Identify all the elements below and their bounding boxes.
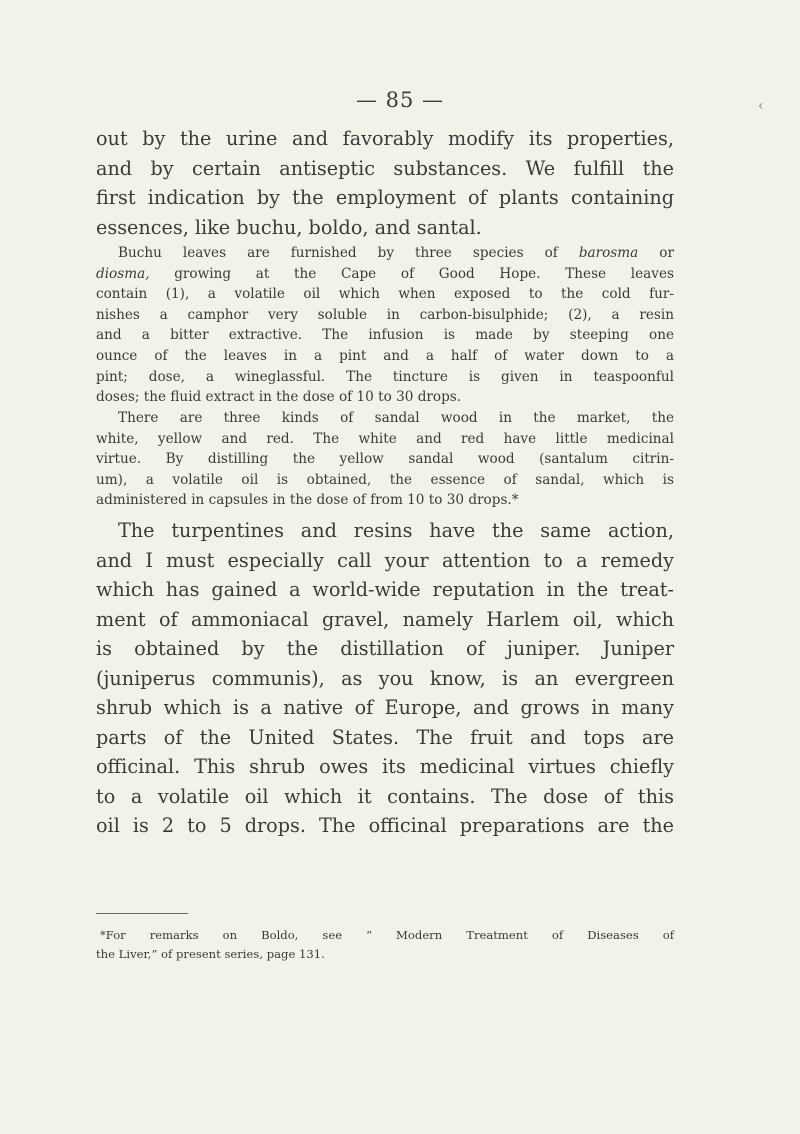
text-line: white, yellow and red. The white and red have little medicinal — [96, 430, 674, 447]
note-sandal — [96, 408, 674, 511]
text-line: essences, like buchu, boldo, and santal. — [96, 215, 482, 239]
text-run: or — [638, 245, 674, 261]
text-line: which has gained a world-wide reputation in the treat- — [96, 578, 674, 601]
text-line: doses; the fluid extract in the dose of 10 to 30 drops. — [96, 389, 462, 406]
text-line: parts of the United States. The fruit and tops are — [96, 725, 674, 749]
note-buchu — [96, 243, 674, 408]
footnote-divider — [96, 913, 188, 914]
text-line: There are three kinds of sandal wood in the market, the — [118, 410, 674, 426]
text-line: officinal. This shrub owes its medicinal virtues chiefly — [96, 755, 674, 778]
text-line: and by certain antiseptic substances. We fulfill the — [96, 156, 674, 180]
text-line: to a volatile oil which it contains. The dose of this — [96, 784, 674, 808]
text-line — [96, 243, 674, 264]
text-line: the Liver,” of present series, page 131. — [96, 947, 325, 961]
text-line: shrub which is a native of Europe, and grows in many — [96, 696, 674, 719]
text-line: ment of ammoniacal gravel, namely Harlem oil, which — [96, 607, 674, 631]
text-run: growing at the Cape of Good Hope. These leaves — [149, 265, 674, 282]
text-line: pint; dose, a wineglassful. The tincture is given in teaspoonful — [96, 368, 674, 385]
text-line: is obtained by the distillation of juniper. Juniper — [96, 637, 674, 660]
italic-term: diosma, — [96, 265, 150, 282]
text-line: (juniperus communis), as you know, is an evergreen — [96, 666, 674, 690]
text-line: um), a volatile oil is obtained, the essence of sandal, which is — [96, 471, 674, 488]
margin-mark: ‹ — [758, 98, 764, 114]
text-line: and I must especially call your attention to a remedy — [96, 548, 674, 572]
text-line: ounce of the leaves in a pint and a half of water down to a — [96, 347, 674, 364]
footnote — [96, 926, 674, 964]
text-line: first indication by the employment of plants containing — [96, 186, 674, 209]
text-line: oil is 2 to 5 drops. The officinal preparations are the — [96, 814, 674, 837]
text-line: nishes a camphor very soluble in carbon-bisulphide; (2), a resin — [96, 306, 674, 323]
italic-term: barosma — [578, 245, 639, 261]
text-line: and a bitter extractive. The infusion is made by steeping one — [96, 327, 674, 344]
text-line: virtue. By distilling the yellow sandal wood (santalum citrin- — [96, 451, 674, 468]
text-line: administered in capsules in the dose of from 10 to 30 drops.* — [96, 492, 519, 509]
paragraph-2 — [96, 516, 674, 841]
text-line: out by the urine and favorably modify its properties, — [96, 127, 674, 150]
text-line: The turpentines and resins have the same action, — [118, 519, 674, 542]
text-line: *For remarks on Boldo, see “ Modern Treatment of Diseases of — [100, 928, 674, 942]
text-line: contain (1), a volatile oil which when exposed to the cold fur- — [96, 286, 674, 303]
page-number: — 85 — — [355, 88, 445, 112]
text-line — [96, 264, 674, 285]
text-run: Buchu leaves are furnished by three species of — [118, 245, 579, 261]
paragraph-1 — [96, 124, 674, 242]
